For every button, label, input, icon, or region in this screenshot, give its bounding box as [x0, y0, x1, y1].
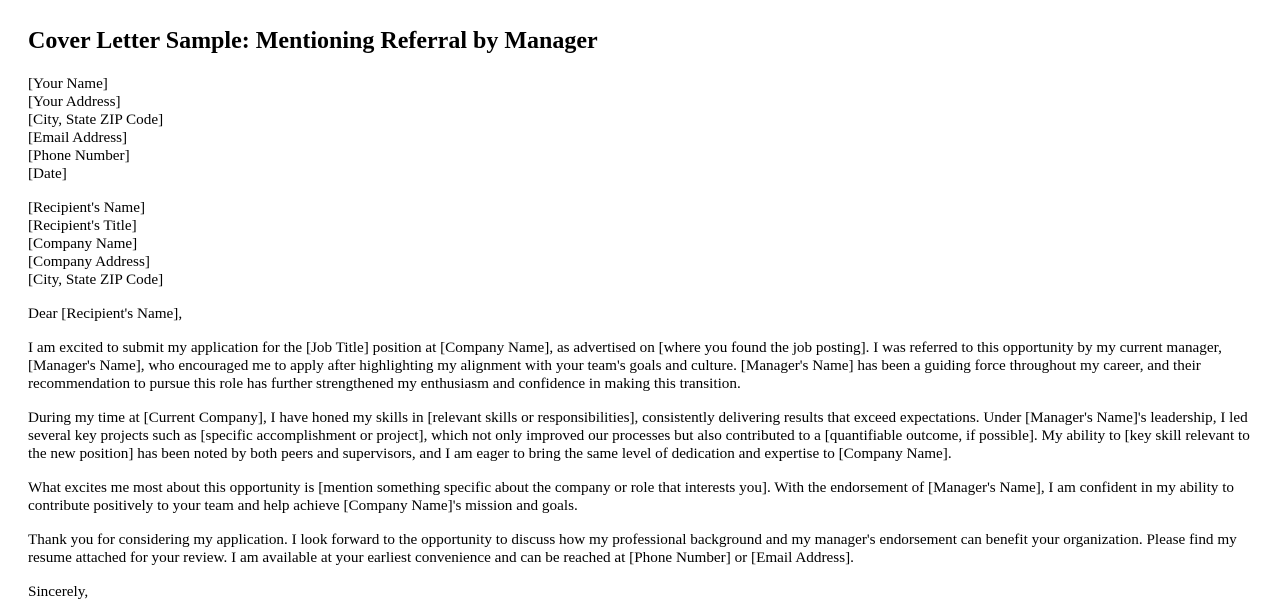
sender-date: [Date]: [28, 165, 67, 182]
closing: Sincerely,: [28, 583, 89, 600]
sender-city-state-zip: [City, State ZIP Code]: [28, 111, 164, 128]
sender-block: [28, 75, 1250, 183]
recipient-block: [28, 199, 1250, 289]
sender-email: [Email Address]: [28, 129, 128, 146]
sender-phone: [Phone Number]: [28, 147, 130, 164]
recipient-name: [Recipient's Name]: [28, 199, 146, 216]
body-paragraph: Thank you for considering my application. I look forward to the opportunity to discuss how my professional background and my manager's endorsement can benefit your organization. Please find my resume attached for your review. I am available at your earliest convenience and can be reached at [Phone Number] or [Email Address].: [28, 531, 1237, 566]
recipient-city-state-zip: [City, State ZIP Code]: [28, 271, 164, 288]
sender-address: [Your Address]: [28, 93, 121, 110]
body-paragraph: I am excited to submit my application for the [Job Title] position at [Company Name], as advertised on [where you found the job posting]. I was referred to this opportunity by my current manager, [Manager's Name], who encouraged me to apply after highlighting my alignment with your team's goals and culture. [Manager's Name] has been a guiding force throughout my career, and their recommendation to pursue this role has further strengthened my enthusiasm and confidence in making this transition.: [28, 339, 1222, 392]
recipient-company: [Company Name]: [28, 235, 138, 252]
page-title: Cover Letter Sample: Mentioning Referral by Manager: [28, 28, 598, 54]
recipient-company-address: [Company Address]: [28, 253, 150, 270]
salutation: Dear [Recipient's Name],: [28, 305, 183, 322]
document-page: [0, 27, 1278, 601]
body-paragraph: What excites me most about this opportunity is [mention something specific about the company or role that interests you]. With the endorsement of [Manager's Name], I am confident in my ability to contribute positively to your team and help achieve [Company Name]'s mission and goals.: [28, 479, 1235, 514]
body-paragraph: During my time at [Current Company], I have honed my skills in [relevant skills or responsibilities], consistently delivering results that exceed expectations. Under [Manager's Name]'s leadership, I led several key projects such as [specific accomplishment or project], which not only improved our processes but also contributed to a [quantifiable outcome, if possible]. My ability to [key skill relevant to the new position] has been noted by both peers and supervisors, and I am eager to bring the same level of dedication and expertise to [Company Name].: [28, 409, 1250, 462]
sender-name: [Your Name]: [28, 75, 108, 92]
recipient-title: [Recipient's Title]: [28, 217, 137, 234]
